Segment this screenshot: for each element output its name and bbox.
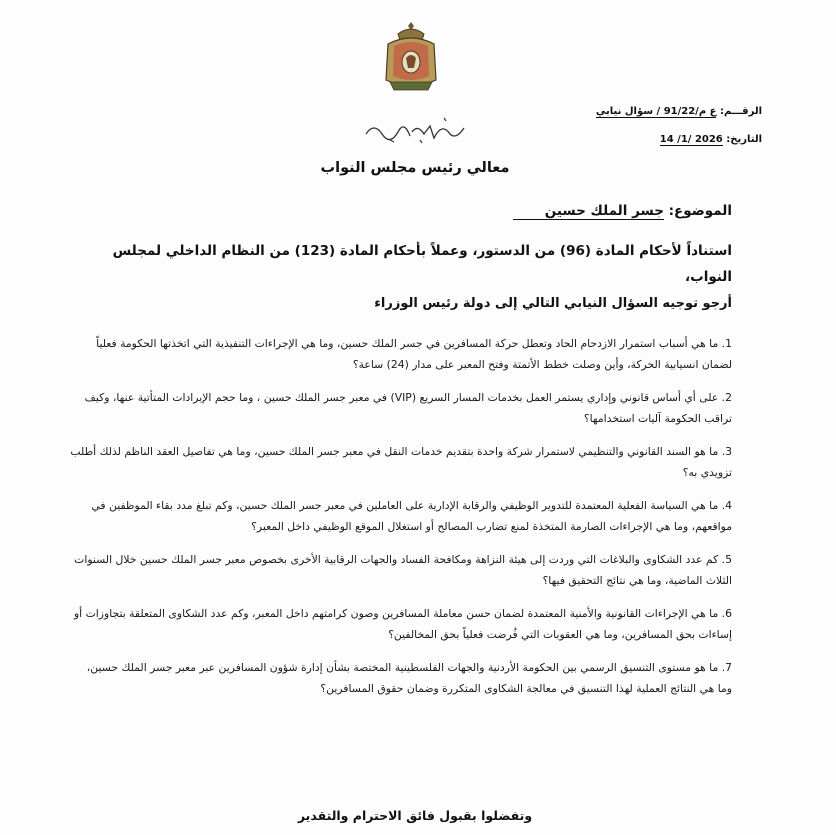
question-item: 2. على أي أساس قانوني وإداري يستمر العمل بخدمات المسار السريع (VIP) في معبر جسر الملك حسين ، وما حجم الإيرادات المتأتية عنها، وكيف تراقب الحكومة آليات استخدامها؟ [84, 391, 732, 425]
question-item: 4. ما هي السياسة الفعلية المعتمدة للتدوير الوظيفي والرقابة الإدارية على العاملين في معبر جسر الملك حسين، وكم تبلغ مدد بقاء الموظفين في مواقعهم، وما هي الإجراءات الصارمة المتخذة لمنع تضارب المصالح أو استغلال الموقع الوظيفي داخل المعبر؟ [91, 499, 732, 533]
request-line: أرجو توجيه السؤال النيابي التالي إلى دولة رئيس الوزراء [374, 296, 732, 311]
date-line [532, 126, 762, 154]
reference-block [532, 98, 762, 154]
reference-label: الرقـــم: [716, 106, 762, 117]
signature-logo [360, 112, 470, 148]
subject-line [132, 203, 732, 220]
reference-number: ع م/91/22 / سؤال نيابي [595, 106, 717, 117]
reference-number-line [532, 98, 762, 126]
question-item: 5. كم عدد الشكاوى والبلاغات التي وردت إلى هيئة النزاهة ومكافحة الفساد والجهات الرقابية الأخرى بخصوص معبر جسر الملك حسين خلال السنوات الثلاث الماضية، وما هي نتائج التحقيق فيها؟ [74, 553, 732, 587]
royal-crest-icon [380, 18, 442, 96]
date-value: 2026 /1/ 14 [659, 134, 723, 145]
question-item: 6. ما هي الإجراءات القانونية والأمنية المعتمدة لضمان حسن معاملة المسافرين وصون كرامتهم داخل المعبر، وكم عدد الشكاوى المتعلقة بتجاوزات أو إساءات بحق المسافرين، وما هي العقوبات التي فُرضت فعلياً بحق المخالفين؟ [73, 607, 732, 641]
subject-label: الموضوع: [663, 203, 732, 219]
question-item: 1. ما هي أسباب استمرار الازدحام الحاد وتعطل حركة المسافرين في جسر الملك حسين، وما هي الإجراءات التنفيذية التي اتخذتها الحكومة فعلياً لضمان انسيابية الحركة، وأين وصلت خطط الأتمتة وفتح المعبر على مدار (24) ساعة؟ [96, 337, 732, 371]
closing-line: وتفضلوا بقبول فائق الاحترام والتقدير [297, 808, 533, 823]
intro-paragraph: استناداً لأحكام المادة (96) من الدستور، وعملاً بأحكام المادة (123) من النظام الداخلي لمجلس النواب، [112, 243, 732, 285]
date-label: التاريخ: [722, 134, 762, 145]
addressee: معالي رئيس مجلس النواب [320, 160, 510, 176]
subject-value: جسر الملك حسين [513, 203, 664, 220]
question-item: 3. ما هو السند القانوني والتنظيمي لاستمرار شركة واحدة بتقديم خدمات النقل في معبر جسر الملك حسين، وما هي تفاصيل العقد الناظم لذلك أطلب تزويدي به؟ [70, 445, 732, 479]
questions-list [70, 334, 732, 712]
question-item: 7. ما هو مستوى التنسيق الرسمي بين الحكومة الأردنية والجهات الفلسطينية المختصة بشأن إدارة شؤون المسافرين عبر معبر جسر الملك حسين، وما هي النتائج العملية لهذا التنسيق في معالجة الشكاوى المتكررة وضمان حقوق المسافرين؟ [86, 661, 732, 695]
